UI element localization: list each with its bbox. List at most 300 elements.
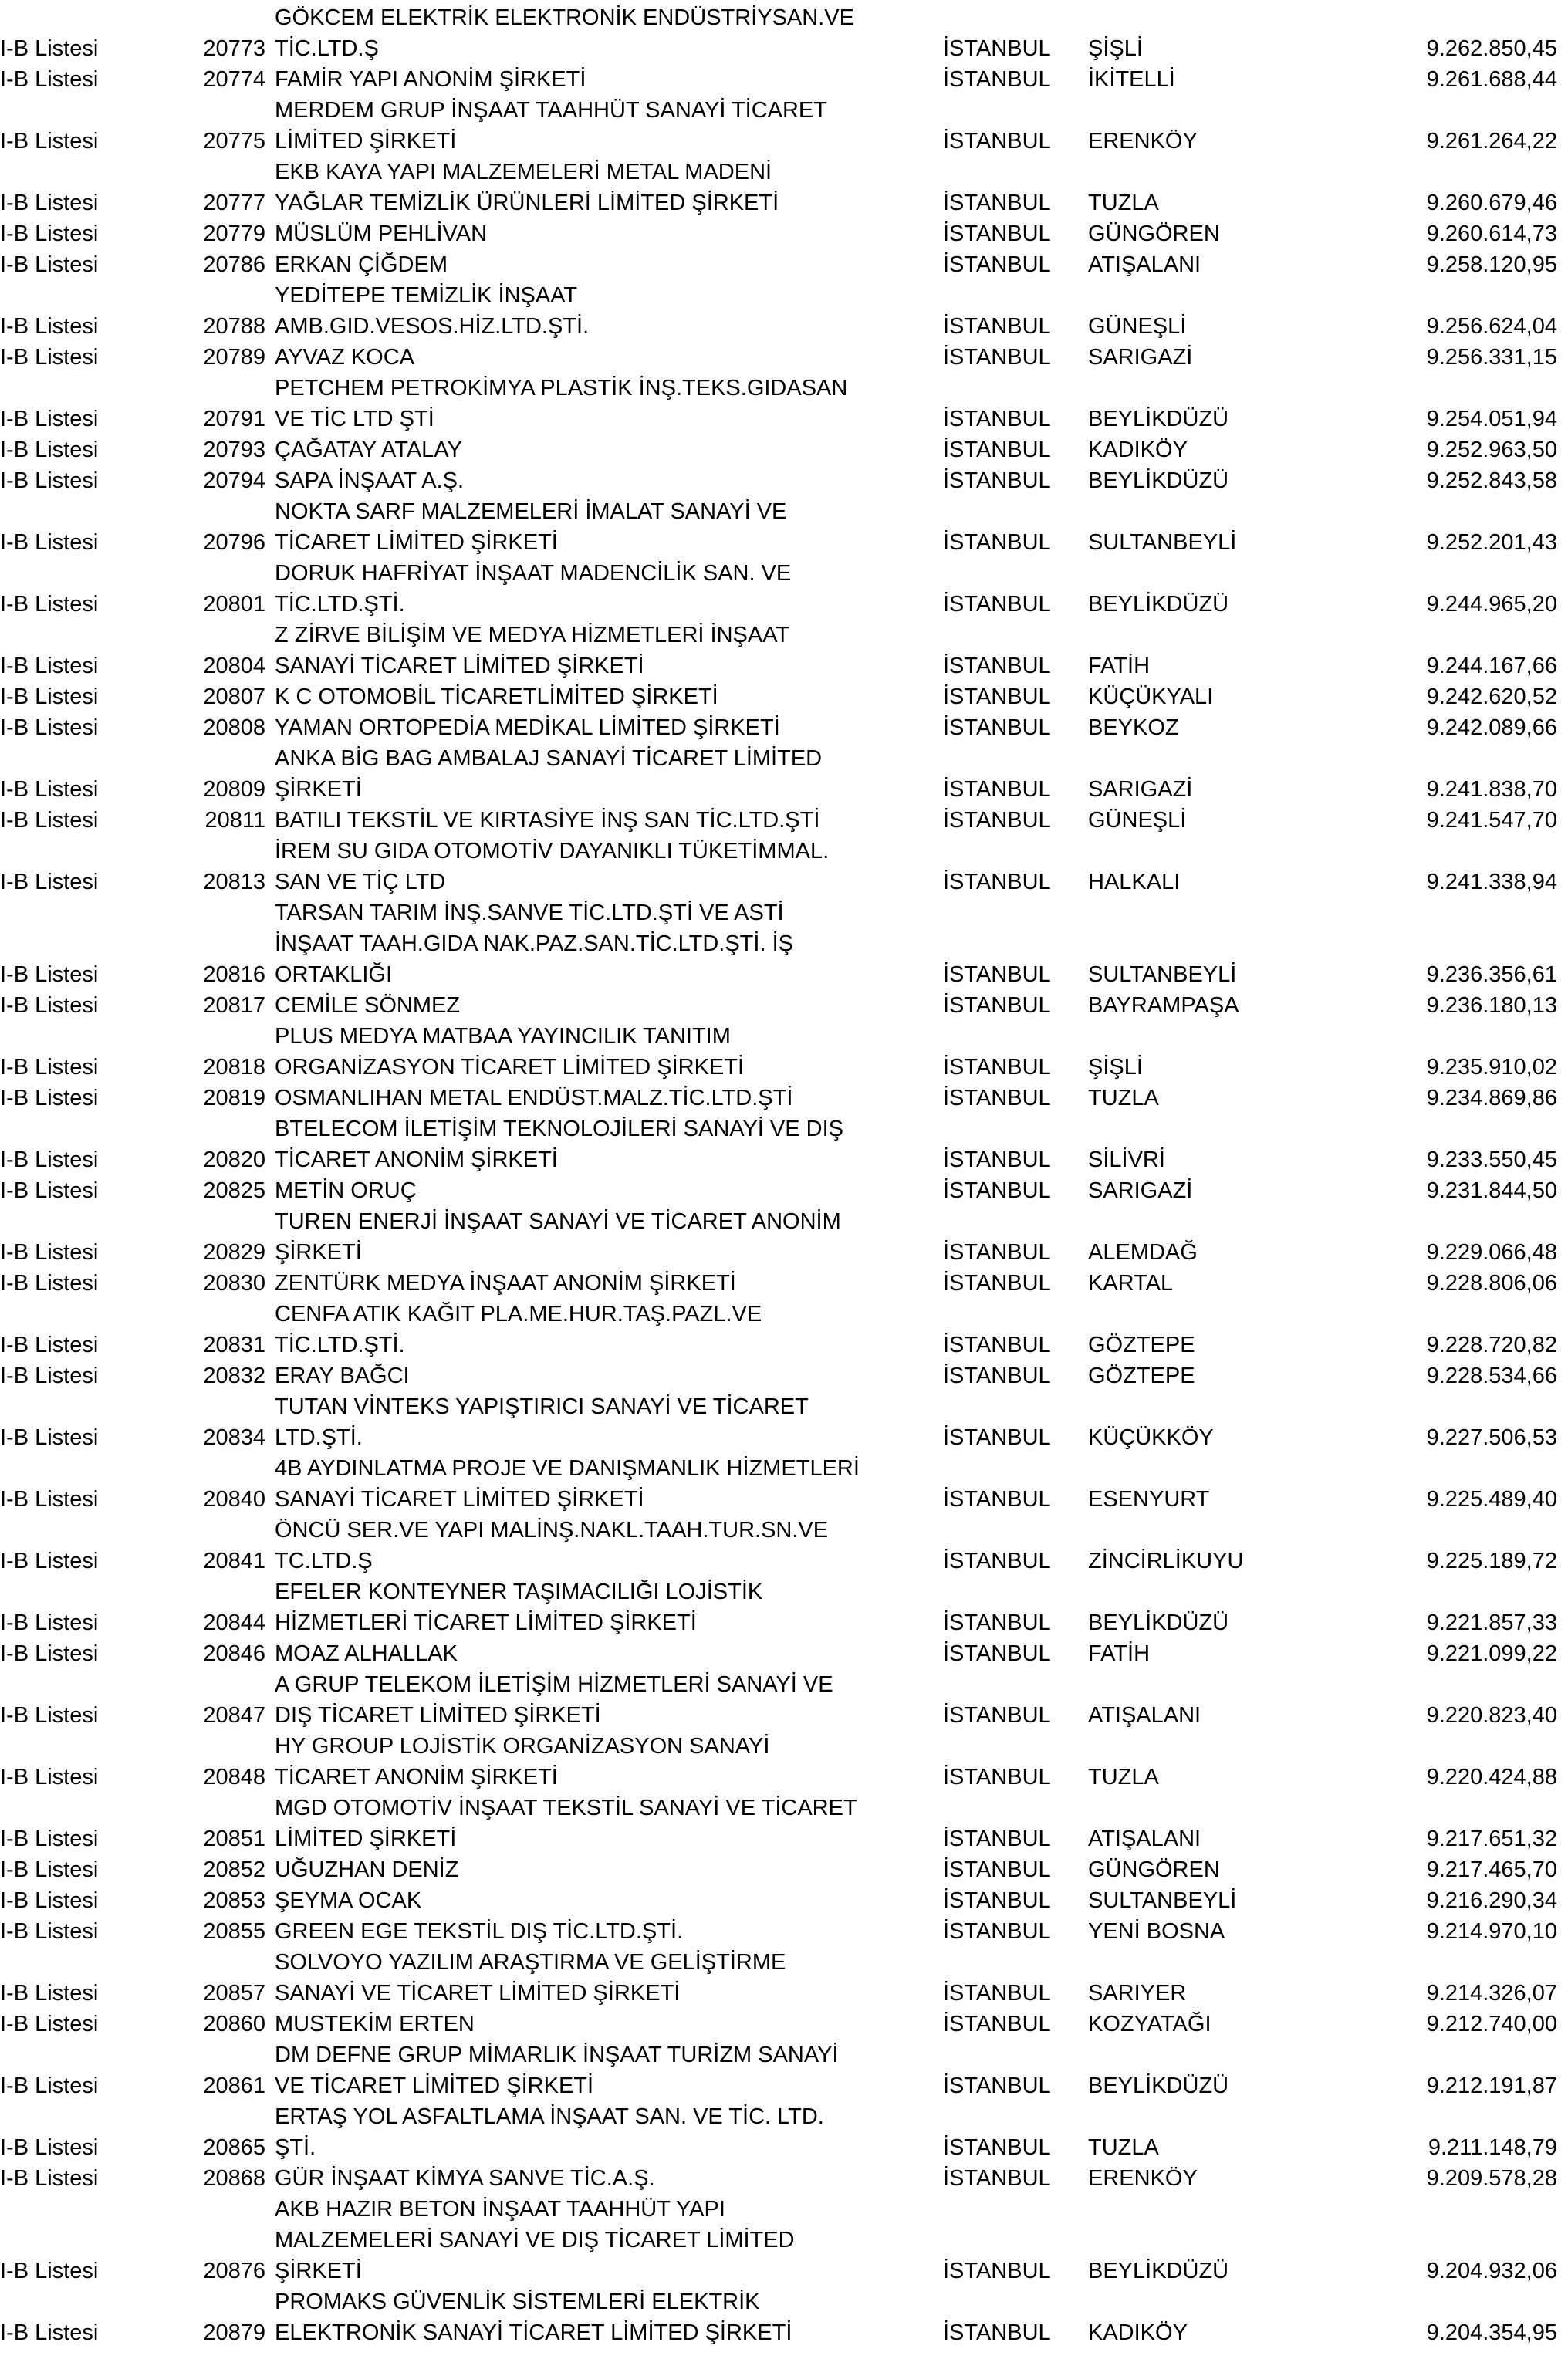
amount: 9.217.651,32 (1426, 1827, 1557, 1851)
list-label: I-B Listesi (0, 438, 99, 462)
table-row (0, 1916, 1568, 1947)
city: İSTANBUL (943, 252, 1051, 277)
table-row (0, 1391, 1568, 1453)
amount: 9.233.550,45 (1426, 1147, 1557, 1172)
table-row (0, 2101, 1568, 2163)
amount: 9.209.578,28 (1426, 2166, 1557, 2191)
list-label: I-B Listesi (0, 1487, 99, 1512)
company-name (275, 2286, 792, 2348)
district: GÜNEŞLİ (1088, 314, 1187, 339)
amount: 9.258.120,95 (1426, 252, 1557, 277)
list-label: I-B Listesi (0, 407, 99, 431)
entry-number: 20808 (203, 715, 265, 740)
city: İSTANBUL (943, 1487, 1051, 1512)
district: ERENKÖY (1088, 129, 1198, 154)
company-name-line: ÖNCÜ SER.VE YAPI MALİNŞ.NAKL.TAAH.TUR.SN.VE (275, 1518, 829, 1543)
company-name-line: VE TİCARET LİMİTED ŞİRKETİ (275, 2073, 594, 2098)
district: BEYLİKDÜZÜ (1088, 2259, 1229, 2283)
city: İSTANBUL (943, 1641, 1051, 1666)
table-row (0, 620, 1568, 681)
company-name-line: MOAZ ALHALLAK (275, 1641, 458, 1666)
list-label: I-B Listesi (0, 1919, 99, 1944)
company-name-line: ŞTİ. (275, 2135, 316, 2160)
district: GÜNEŞLİ (1088, 808, 1187, 833)
amount: 9.260.614,73 (1426, 221, 1557, 246)
amount: 9.231.844,50 (1426, 1178, 1557, 1203)
entry-number: 20860 (203, 2012, 265, 2036)
table-row (0, 1638, 1568, 1669)
amount: 9.214.326,07 (1426, 1981, 1557, 2006)
company-name (275, 342, 414, 373)
list-label: I-B Listesi (0, 468, 99, 493)
company-name (275, 434, 462, 465)
company-name-line: LTD.ŞTİ. (275, 1425, 363, 1450)
amount: 9.262.850,45 (1426, 36, 1557, 61)
district: SULTANBEYLİ (1088, 1888, 1237, 1913)
company-name-line: YAĞLAR TEMİZLİK ÜRÜNLERİ LİMİTED ŞİRKETİ (275, 191, 779, 215)
entry-number: 20844 (203, 1610, 265, 1635)
company-name-line: NOKTA SARF MALZEMELERİ İMALAT SANAYİ VE (275, 499, 787, 524)
district: ATIŞALANI (1088, 1827, 1201, 1851)
city: İSTANBUL (943, 438, 1051, 462)
district: TUZLA (1088, 1086, 1159, 1110)
table-row (0, 1669, 1568, 1731)
company-name-line: ERTAŞ YOL ASFALTLAMA İNŞAAT SAN. VE TİC. LTD. (275, 2104, 824, 2129)
district: BEYLİKDÜZÜ (1088, 407, 1229, 431)
amount: 9.241.838,70 (1426, 777, 1557, 802)
city: İSTANBUL (943, 407, 1051, 431)
table-row (0, 558, 1568, 620)
entry-number: 20853 (203, 1888, 265, 1913)
district: KÜÇÜKYALI (1088, 684, 1214, 709)
table-row (0, 1299, 1568, 1360)
company-name-line: PROMAKS GÜVENLİK SİSTEMLERİ ELEKTRİK (275, 2290, 760, 2314)
company-name-line: HY GROUP LOJİSTİK ORGANİZASYON SANAYİ (275, 1734, 770, 1759)
city: İSTANBUL (943, 1425, 1051, 1450)
amount: 9.228.720,82 (1426, 1333, 1557, 1357)
entry-number: 20819 (203, 1086, 265, 1110)
district: YENİ BOSNA (1088, 1919, 1225, 1944)
entry-number: 20868 (203, 2166, 265, 2191)
entry-number: 20852 (203, 1857, 265, 1882)
list-label: I-B Listesi (0, 1888, 99, 1913)
city: İSTANBUL (943, 36, 1051, 61)
list-label: I-B Listesi (0, 2073, 99, 2098)
table-row (0, 218, 1568, 249)
amount: 9.228.534,66 (1426, 1364, 1557, 1388)
table-row (0, 1731, 1568, 1793)
company-name-line: HİZMETLERİ TİCARET LİMİTED ŞİRKETİ (275, 1610, 697, 1635)
entry-number: 20804 (203, 654, 265, 678)
district: ŞİŞLİ (1088, 36, 1143, 61)
company-name (275, 2194, 795, 2286)
city: İSTANBUL (943, 1086, 1051, 1110)
table-row (0, 2194, 1568, 2286)
district: ATIŞALANI (1088, 252, 1201, 277)
district: KOZYATAĞI (1088, 2012, 1211, 2036)
city: İSTANBUL (943, 1364, 1051, 1388)
list-label: I-B Listesi (0, 870, 99, 894)
table-row (0, 1453, 1568, 1515)
company-name-line: YAMAN ORTOPEDİA MEDİKAL LİMİTED ŞİRKETİ (275, 715, 780, 740)
district: SARIGAZİ (1088, 345, 1193, 370)
list-label: I-B Listesi (0, 2320, 99, 2345)
company-name-line: SAN VE TİÇ LTD (275, 870, 446, 894)
entry-number: 20813 (203, 870, 265, 894)
city: İSTANBUL (943, 1703, 1051, 1728)
company-name-line: CENFA ATIK KAĞIT PLA.ME.HUR.TAŞ.PAZL.VE (275, 1302, 762, 1327)
table-row (0, 280, 1568, 342)
district: BAYRAMPAŞA (1088, 993, 1239, 1018)
company-name-line: ŞİRKETİ (275, 1240, 362, 1265)
city: İSTANBUL (943, 2012, 1051, 2036)
table-row (0, 1021, 1568, 1083)
table-row (0, 95, 1568, 157)
amount: 9.217.465,70 (1426, 1857, 1557, 1882)
table-row (0, 2040, 1568, 2101)
company-name-line: 4B AYDINLATMA PROJE VE DANIŞMANLIK HİZMETLERİ (275, 1456, 860, 1481)
amount: 9.234.869,86 (1426, 1086, 1557, 1110)
city: İSTANBUL (943, 962, 1051, 987)
entry-number: 20865 (203, 2135, 265, 2160)
table-row (0, 1268, 1568, 1299)
company-name-line: DORUK HAFRİYAT İNŞAAT MADENCİLİK SAN. VE (275, 561, 792, 586)
company-name-line: ZENTÜRK MEDYA İNŞAAT ANONİM ŞİRKETİ (275, 1271, 736, 1296)
entry-number: 20834 (203, 1425, 265, 1450)
city: İSTANBUL (943, 715, 1051, 740)
city: İSTANBUL (943, 1981, 1051, 2006)
company-name-line: LİMİTED ŞİRKETİ (275, 1827, 457, 1851)
list-label: I-B Listesi (0, 1827, 99, 1851)
amount: 9.252.201,43 (1426, 530, 1557, 555)
district: ALEMDAĞ (1088, 1240, 1198, 1265)
entry-number: 20876 (203, 2259, 265, 2283)
amount: 9.228.806,06 (1426, 1271, 1557, 1296)
company-name-line: ERKAN ÇİĞDEM (275, 252, 448, 277)
company-name-line: ŞİRKETİ (275, 2259, 362, 2283)
list-label: I-B Listesi (0, 129, 99, 154)
city: İSTANBUL (943, 129, 1051, 154)
amount: 9.220.823,40 (1426, 1703, 1557, 1728)
district: FATİH (1088, 1641, 1151, 1666)
district: BEYLİKDÜZÜ (1088, 1610, 1229, 1635)
company-name-line: TİC.LTD.ŞTİ. (275, 592, 405, 617)
entry-number: 20841 (203, 1549, 265, 1573)
entry-number: 20809 (203, 777, 265, 802)
district: ERENKÖY (1088, 2166, 1198, 2191)
company-name-line: TUTAN VİNTEKS YAPIŞTIRICI SANAYİ VE TİCARET (275, 1394, 809, 1419)
district: BEYLİKDÜZÜ (1088, 592, 1229, 617)
city: İSTANBUL (943, 1240, 1051, 1265)
list-label: I-B Listesi (0, 314, 99, 339)
entry-number: 20847 (203, 1703, 265, 1728)
entry-number: 20801 (203, 592, 265, 617)
entry-number: 20786 (203, 252, 265, 277)
district: SARIYER (1088, 1981, 1187, 2006)
list-label: I-B Listesi (0, 252, 99, 277)
table-row (0, 990, 1568, 1021)
entry-number: 20794 (203, 468, 265, 493)
district: GÜNGÖREN (1088, 1857, 1220, 1882)
company-name-line: İREM SU GIDA OTOMOTİV DAYANIKLI TÜKETİMMAL. (275, 839, 830, 864)
company-name (275, 1638, 458, 1669)
list-label: I-B Listesi (0, 1641, 99, 1666)
table-row (0, 1577, 1568, 1638)
table-row (0, 681, 1568, 712)
company-name-line: EKB KAYA YAPI MALZEMELERİ METAL MADENİ (275, 160, 772, 184)
company-name-line: ERAY BAĞCI (275, 1364, 410, 1388)
city: İSTANBUL (943, 2320, 1051, 2345)
list-label: I-B Listesi (0, 221, 99, 246)
table-row (0, 342, 1568, 373)
list-label: I-B Listesi (0, 1333, 99, 1357)
list-label: I-B Listesi (0, 345, 99, 370)
company-name (275, 2101, 824, 2163)
district: SULTANBEYLİ (1088, 962, 1237, 987)
district: KÜÇÜKKÖY (1088, 1425, 1214, 1450)
company-name (275, 2163, 655, 2194)
city: İSTANBUL (943, 530, 1051, 555)
table-row (0, 2163, 1568, 2194)
company-name (275, 1793, 857, 1854)
list-label: I-B Listesi (0, 684, 99, 709)
company-name-line: TİCARET LİMİTED ŞİRKETİ (275, 530, 558, 555)
table-row (0, 373, 1568, 434)
company-name-line: TİC.LTD.ŞTİ. (275, 1333, 405, 1357)
entry-number: 20775 (203, 129, 265, 154)
company-name-line: MERDEM GRUP İNŞAAT TAAHHÜT SANAYİ TİCARET (275, 98, 827, 123)
amount: 9.227.506,53 (1426, 1425, 1557, 1450)
entry-number: 20788 (203, 314, 265, 339)
list-label: I-B Listesi (0, 1703, 99, 1728)
list-label: I-B Listesi (0, 2135, 99, 2160)
amount: 9.242.620,52 (1426, 684, 1557, 709)
district: ATIŞALANI (1088, 1703, 1201, 1728)
district: HALKALI (1088, 870, 1181, 894)
company-name (275, 373, 847, 434)
amount: 9.241.338,94 (1426, 870, 1557, 894)
company-name-line: ŞİRKETİ (275, 777, 362, 802)
company-name (275, 496, 786, 558)
table-row (0, 1206, 1568, 1268)
table-row (0, 157, 1568, 218)
list-label: I-B Listesi (0, 2166, 99, 2191)
company-name-line: PETCHEM PETROKİMYA PLASTİK İNŞ.TEKS.GIDASAN (275, 376, 848, 400)
table-row (0, 1793, 1568, 1854)
amount: 9.236.180,13 (1426, 993, 1557, 1018)
district: TUZLA (1088, 2135, 1159, 2160)
entry-number: 20816 (203, 962, 265, 987)
list-label: I-B Listesi (0, 993, 99, 1018)
list-label: I-B Listesi (0, 962, 99, 987)
city: İSTANBUL (943, 1549, 1051, 1573)
entry-number: 20820 (203, 1147, 265, 1172)
city: İSTANBUL (943, 345, 1051, 370)
district: KADIKÖY (1088, 438, 1188, 462)
district: ZİNCİRLİKUYU (1088, 1549, 1244, 1573)
company-name (275, 1885, 421, 1916)
entry-number: 20777 (203, 191, 265, 215)
company-name-line: TİC.LTD.Ş (275, 36, 379, 61)
district: GÖZTEPE (1088, 1364, 1195, 1388)
company-name (275, 1515, 828, 1577)
company-name-line: MGD OTOMOTİV İNŞAAT TEKSTİL SANAYİ VE TİCARET (275, 1796, 857, 1820)
amount: 9.252.843,58 (1426, 468, 1557, 493)
company-name (275, 1083, 792, 1114)
company-name-line: Z ZİRVE BİLİŞİM VE MEDYA HİZMETLERİ İNŞAAT (275, 623, 790, 647)
list-label: I-B Listesi (0, 2012, 99, 2036)
list-label: I-B Listesi (0, 654, 99, 678)
company-name (275, 558, 791, 620)
entry-number: 20817 (203, 993, 265, 1018)
entry-number: 20773 (203, 36, 265, 61)
company-name-line: OSMANLIHAN METAL ENDÜST.MALZ.TİC.LTD.ŞTİ (275, 1086, 793, 1110)
company-name (275, 1577, 762, 1638)
list-label: I-B Listesi (0, 1271, 99, 1296)
amount: 9.221.857,33 (1426, 1610, 1557, 1635)
entry-number: 20861 (203, 2073, 265, 2098)
company-name-line: ÇAĞATAY ATALAY (275, 438, 462, 462)
list-label: I-B Listesi (0, 1857, 99, 1882)
entry-number: 20857 (203, 1981, 265, 2006)
amount: 9.252.963,50 (1426, 438, 1557, 462)
amount: 9.256.331,15 (1426, 345, 1557, 370)
company-name (275, 743, 822, 805)
list-label: I-B Listesi (0, 715, 99, 740)
amount: 9.216.290,34 (1426, 1888, 1557, 1913)
list-label: I-B Listesi (0, 777, 99, 802)
table-row (0, 2286, 1568, 2348)
company-name-line: ELEKTRONİK SANAYİ TİCARET LİMİTED ŞİRKETİ (275, 2320, 792, 2345)
city: İSTANBUL (943, 2259, 1051, 2283)
list-label: I-B Listesi (0, 1055, 99, 1080)
amount: 9.256.624,04 (1426, 314, 1557, 339)
entry-number: 20832 (203, 1364, 265, 1388)
company-name-line: SOLVOYO YAZILIM ARAŞTIRMA VE GELİŞTİRME (275, 1950, 786, 1975)
list-label: I-B Listesi (0, 1549, 99, 1573)
list-label: I-B Listesi (0, 67, 99, 92)
list-label: I-B Listesi (0, 1610, 99, 1635)
city: İSTANBUL (943, 1271, 1051, 1296)
company-name (275, 1453, 860, 1515)
amount: 9.254.051,94 (1426, 407, 1557, 431)
district: GÜNGÖREN (1088, 221, 1220, 246)
city: İSTANBUL (943, 314, 1051, 339)
list-label: I-B Listesi (0, 1240, 99, 1265)
entry-number: 20846 (203, 1641, 265, 1666)
table-row (0, 2, 1568, 64)
district: KARTAL (1088, 1271, 1174, 1296)
entry-number: 20855 (203, 1919, 265, 1944)
company-name-line: GÜR İNŞAAT KİMYA SANVE TİC.A.Ş. (275, 2166, 655, 2191)
list-label: I-B Listesi (0, 1364, 99, 1388)
company-name-line: GÖKCEM ELEKTRİK ELEKTRONİK ENDÜSTRİYSAN.VE (275, 5, 854, 30)
district: BEYLİKDÜZÜ (1088, 468, 1229, 493)
district: ŞİŞLİ (1088, 1055, 1143, 1080)
city: İSTANBUL (943, 993, 1051, 1018)
company-name-line: SAPA İNŞAAT A.Ş. (275, 468, 464, 493)
company-name-line: SANAYİ VE TİCARET LİMİTED ŞİRKETİ (275, 1981, 681, 2006)
amount: 9.225.489,40 (1426, 1487, 1557, 1512)
amount: 9.261.688,44 (1426, 67, 1557, 92)
company-name (275, 1391, 809, 1453)
amount: 9.229.066,48 (1426, 1240, 1557, 1265)
city: İSTANBUL (943, 654, 1051, 678)
district: KADIKÖY (1088, 2320, 1188, 2345)
company-name-line: TARSAN TARIM İNŞ.SANVE TİC.LTD.ŞTİ VE ASTİ (275, 901, 784, 925)
table-row (0, 64, 1568, 95)
entry-number: 20825 (203, 1178, 265, 1203)
company-name (275, 1175, 417, 1206)
list-label: I-B Listesi (0, 1981, 99, 2006)
city: İSTANBUL (943, 870, 1051, 894)
table-row (0, 1854, 1568, 1885)
amount: 9.244.167,66 (1426, 654, 1557, 678)
company-name (275, 157, 779, 218)
city: İSTANBUL (943, 67, 1051, 92)
amount: 9.204.354,95 (1426, 2320, 1557, 2345)
amount: 9.241.547,70 (1426, 808, 1557, 833)
district: SİLİVRİ (1088, 1147, 1165, 1172)
entry-number: 20789 (203, 345, 265, 370)
company-name-line: K C OTOMOBİL TİCARETLİMİTED ŞİRKETİ (275, 684, 718, 709)
entry-number: 20840 (203, 1487, 265, 1512)
district: SULTANBEYLİ (1088, 530, 1237, 555)
amount: 9.242.089,66 (1426, 715, 1557, 740)
entry-number: 20793 (203, 438, 265, 462)
company-name (275, 95, 827, 157)
entry-number: 20779 (203, 221, 265, 246)
district: TUZLA (1088, 1765, 1159, 1790)
city: İSTANBUL (943, 1147, 1051, 1172)
city: İSTANBUL (943, 2073, 1051, 2098)
company-name (275, 1916, 683, 1947)
city: İSTANBUL (943, 221, 1051, 246)
company-name-line: MALZEMELERİ SANAYİ VE DIŞ TİCARET LİMİTED (275, 2228, 795, 2253)
entry-number: 20830 (203, 1271, 265, 1296)
table-row (0, 836, 1568, 897)
company-name-line: DM DEFNE GRUP MİMARLIK İNŞAAT TURİZM SANAYİ (275, 2043, 839, 2067)
city: İSTANBUL (943, 1888, 1051, 1913)
company-name (275, 465, 464, 496)
city: İSTANBUL (943, 777, 1051, 802)
company-name-line: EFELER KONTEYNER TAŞIMACILIĞI LOJİSTİK (275, 1580, 763, 1604)
table-row (0, 465, 1568, 496)
company-name-line: UĞUZHAN DENİZ (275, 1857, 459, 1882)
city: İSTANBUL (943, 1827, 1051, 1851)
company-name (275, 249, 448, 280)
company-name (275, 620, 789, 681)
list-label: I-B Listesi (0, 1765, 99, 1790)
list-label: I-B Listesi (0, 1086, 99, 1110)
company-name (275, 1947, 786, 2009)
table-row (0, 743, 1568, 805)
district: GÖZTEPE (1088, 1333, 1195, 1357)
company-name-line: YEDİTEPE TEMİZLİK İNŞAAT (275, 283, 578, 308)
company-name-line: DIŞ TİCARET LİMİTED ŞİRKETİ (275, 1703, 601, 1728)
table-row (0, 1885, 1568, 1916)
company-name-line: TUREN ENERJİ İNŞAAT SANAYİ VE TİCARET ANONİM (275, 1209, 841, 1234)
table-row (0, 805, 1568, 836)
company-name (275, 1299, 762, 1360)
company-name (275, 1114, 843, 1175)
table-row (0, 496, 1568, 558)
district: BEYKOZ (1088, 715, 1179, 740)
company-name (275, 2, 854, 64)
company-name (275, 64, 586, 95)
entry-number: 20807 (203, 684, 265, 709)
company-name-line: ŞEYMA OCAK (275, 1888, 422, 1913)
